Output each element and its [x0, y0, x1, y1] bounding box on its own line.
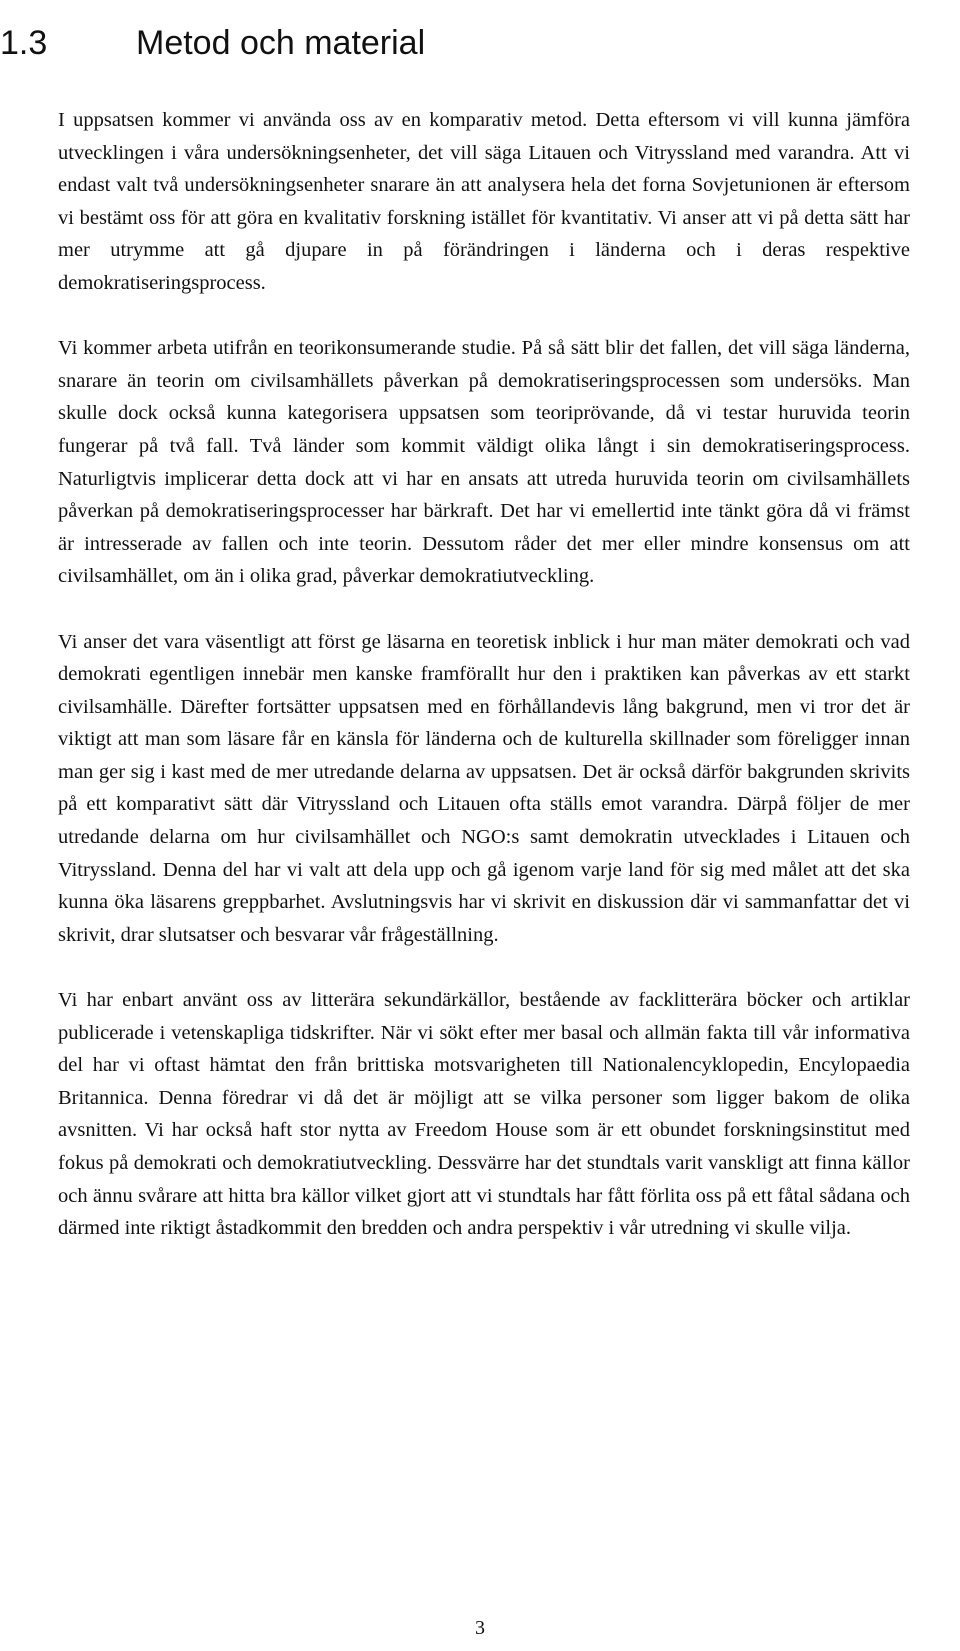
section-title: Metod och material [136, 23, 426, 62]
paragraph-structure: Vi anser det vara väsentligt att först ge läsarna en teoretisk inblick i hur man mäter demokrati och vad demokrati egentligen innebär men kanske framförallt hur den i praktiken kan påverkas av ett starkt civilsamhälle. Därefter fortsätter uppsatsen med en förhållandevis lång bakgrund, men vi tror det är viktigt att man som läsare får en känsla för länderna och de kulturella skillnader som föreligger innan man ger sig i kast med de mer utredande delarna av uppsatsen. Det är också därför bakgrunden skrivits på ett komparativt sätt där Vitryssland och Litauen ofta ställs emot varandra. Därpå följer de mer utredande delarna om hur civilsamhället och NGO:s samt demokratin utvecklades i Litauen och Vitryssland. Denna del har vi valt att dela upp och gå igenom varje land för sig med målet att det ska kunna öka läsarens greppbarhet. Avslutningsvis har vi skrivit en diskussion där vi sammanfattar det vi skrivit, drar slutsatser och besvarar vår frågeställning. [58, 630, 910, 946]
section-heading [0, 23, 425, 63]
paragraph-sources: Vi har enbart använt oss av litterära sekundärkällor, bestående av facklitterära böcker och artiklar publicerade i vetenskapliga tidskrifter. När vi sökt efter mer basal och allmän fakta till vår informativa del har vi oftast hämtat den från brittiska motsvarigheten till Nationalencyklopedin, Encylopaedia Britannica. Denna föredrar vi då det är möjligt att se vilka personer som ligger bakom de olika avsnitten. Vi har också haft stor nytta av Freedom House som är ett obundet forskningsinstitut med fokus på demokrati och demokratiutveckling. Dessvärre har det stundtals varit vanskligt att finna källor och ännu svårare att hitta bra källor vilket gjort att vi stundtals har fått förlita oss på ett fåtal sådana och därmed inte riktigt åstadkommit den bredden och andra perspektiv i vår utredning vi skulle vilja. [58, 989, 910, 1240]
paragraph-study-type: Vi kommer arbeta utifrån en teorikonsumerande studie. På så sätt blir det fallen, det vill säga länderna, snarare än teorin om civilsamhällets påverkan på demokratiseringsprocessen som undersöks. Man skulle dock också kunna kategorisera uppsatsen som teoriprövande, då vi testar huruvida teorin fungerar på två fall. Två länder som kommit väldigt olika långt i sin demokratiseringsprocess. Naturligtvis implicerar detta dock att vi har en ansats att utreda huruvida teorin om civilsamhällets påverkan på demokratiseringsprocesser har bärkraft. Det har vi emellertid inte tänkt göra då vi främst är intresserade av fallen och inte teorin. Dessutom råder det mer eller mindre konsensus om att civilsamhället, om än i olika grad, påverkar demokratiutveckling. [58, 337, 910, 588]
body-text [58, 104, 910, 1245]
paragraph-method: I uppsatsen kommer vi använda oss av en komparativ metod. Detta eftersom vi vill kunna jämföra utvecklingen i våra undersökningsenheter, det vill säga Litauen och Vitryssland med varandra. Att vi endast valt två undersökningsenheter snarare än att analysera hela det forna Sovjetunionen är eftersom vi bestämt oss för att göra en kvalitativ forskning istället för kvantitativ. Vi anser att vi på detta sätt har mer utrymme att gå djupare in på förändringen i länderna och i deras respektive demokratiseringsprocess. [58, 109, 910, 294]
section-number: 1.3 [0, 23, 48, 62]
page-number: 3 [475, 1617, 485, 1639]
